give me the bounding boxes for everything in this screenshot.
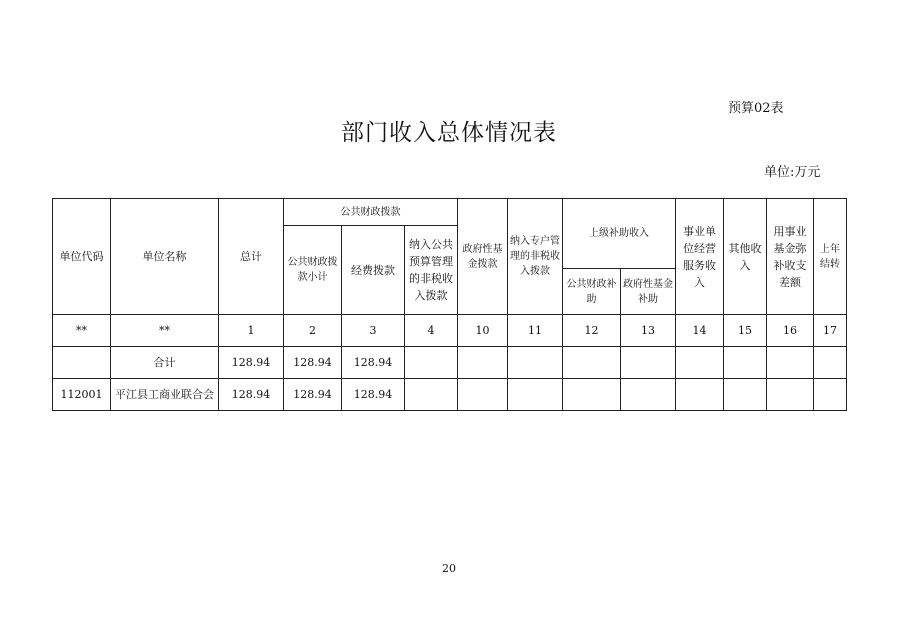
index-cell: 1 (219, 315, 284, 347)
index-cell: 14 (676, 315, 724, 347)
header-unit-name: 单位名称 (111, 199, 219, 315)
cell-empty (563, 347, 621, 379)
table-row-unit (53, 379, 847, 411)
cell-empty (676, 379, 724, 411)
cell-empty (508, 379, 563, 411)
cell-pf-subtotal: 128.94 (284, 379, 342, 411)
cell-pf-subtotal: 128.94 (284, 347, 342, 379)
index-cell: 11 (508, 315, 563, 347)
header-prev-year: 上年结转 (814, 199, 847, 315)
cell-empty (458, 347, 508, 379)
cell-name: 平江县工商业联合会 (111, 379, 219, 411)
header-nontax-special: 纳入专户管理的非税收入拨款 (508, 199, 563, 315)
cell-empty (563, 379, 621, 411)
cell-funding: 128.94 (342, 379, 405, 411)
header-total: 总计 (219, 199, 284, 315)
header-group-superior-subsidy: 上级补助收入 (563, 199, 676, 269)
header-nontax-public: 纳入公共预算管理的非税收入拨款 (405, 226, 458, 315)
index-cell: 12 (563, 315, 621, 347)
cell-empty (458, 379, 508, 411)
index-cell: 2 (284, 315, 342, 347)
cell-empty (621, 379, 676, 411)
header-pf-subtotal: 公共财政拨款小计 (284, 226, 342, 315)
index-cell: 16 (767, 315, 814, 347)
index-cell: 17 (814, 315, 847, 347)
header-group-public-finance: 公共财政拨款 (284, 199, 458, 226)
cell-empty (814, 379, 847, 411)
cell-name: 合计 (111, 347, 219, 379)
index-row (53, 315, 847, 347)
index-cell: 13 (621, 315, 676, 347)
header-pf-subsidy: 公共财政补助 (563, 269, 621, 315)
index-cell: ** (53, 315, 111, 347)
cell-empty (767, 347, 814, 379)
index-cell: 10 (458, 315, 508, 347)
header-gov-fund-subsidy: 政府性基金补助 (621, 269, 676, 315)
cell-empty (621, 347, 676, 379)
cell-funding: 128.94 (342, 347, 405, 379)
cell-empty (814, 347, 847, 379)
page-title: 部门收入总体情况表 (341, 120, 557, 146)
header-other-income: 其他收入 (724, 199, 767, 315)
cell-empty (405, 379, 458, 411)
index-cell: 15 (724, 315, 767, 347)
form-number: 预算02表 (728, 101, 784, 116)
cell-code: 112001 (53, 379, 111, 411)
header-unit-code: 单位代码 (53, 199, 111, 315)
income-table (52, 198, 847, 411)
cell-code (53, 347, 111, 379)
header-funding: 经费拨款 (342, 226, 405, 315)
header-business-income: 事业单位经营服务收入 (676, 199, 724, 315)
header-gov-fund: 政府性基金拨款 (458, 199, 508, 315)
table-row-total (53, 347, 847, 379)
header-fund-offset: 用事业基金弥补收支差额 (767, 199, 814, 315)
cell-empty (676, 347, 724, 379)
index-cell: ** (111, 315, 219, 347)
cell-empty (724, 379, 767, 411)
cell-empty (508, 347, 563, 379)
index-cell: 3 (342, 315, 405, 347)
cell-total: 128.94 (219, 347, 284, 379)
page-number: 20 (442, 562, 456, 575)
cell-empty (405, 347, 458, 379)
index-cell: 4 (405, 315, 458, 347)
cell-total: 128.94 (219, 379, 284, 411)
cell-empty (767, 379, 814, 411)
cell-empty (724, 347, 767, 379)
unit-label: 单位:万元 (764, 165, 821, 180)
